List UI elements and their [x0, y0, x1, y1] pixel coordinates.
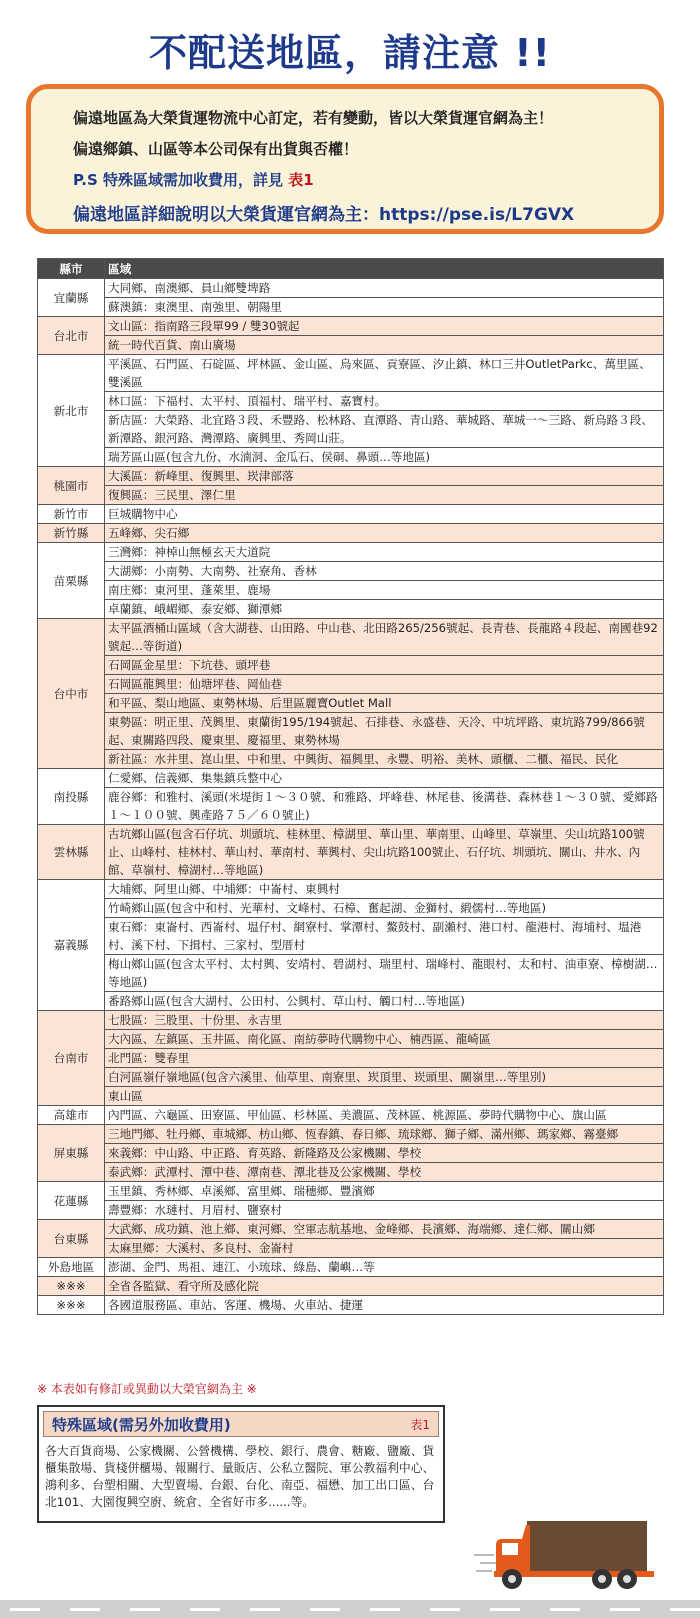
table-row [38, 713, 664, 750]
table-row [38, 694, 664, 713]
header-area: 區域 [105, 259, 664, 279]
area-cell: 梅山鄉山區(包含太平村、太村興、安靖村、碧湖村、瑞里村、瑞峰村、龍眼村、太和村、油車寮、樟樹湖…等地區) [105, 955, 664, 992]
area-cell: 南庄鄉：東河里、蓬萊里、鹿場 [105, 581, 664, 600]
table-row [38, 1068, 664, 1087]
table-row [38, 562, 664, 581]
table-row [38, 825, 664, 880]
city-cell: 新北市 [38, 355, 105, 467]
table-row [38, 880, 664, 899]
footnote: ※ 本表如有修訂或異動以大榮官網為主 ※ [37, 1382, 257, 1396]
area-cell: 大武鄉、成功鎮、池上鄉、東河鄉、空軍志航基地、金峰鄉、長濱鄉、海端鄉、達仁鄉、關山鄉 [105, 1220, 664, 1239]
area-cell: 太平區酒桶山區域（含大湖巷、山田路、中山巷、北田路265/256號起、長青巷、長龍路４段起、南國巷92號起…等街道) [105, 619, 664, 656]
table-row [38, 1049, 664, 1068]
area-cell: 石岡區龍興里：仙塘坪巷、岡仙巷 [105, 675, 664, 694]
notice-ps [73, 165, 641, 196]
area-cell: 內門區、六龜區、田寮區、甲仙區、杉林區、美濃區、茂林區、桃源區、夢時代購物中心、旗山區 [105, 1106, 664, 1125]
table-row [38, 505, 664, 524]
area-cell: 卓蘭鎮、峨嵋鄉、泰安鄉、獅潭鄉 [105, 600, 664, 619]
city-cell: ※※※ [38, 1296, 105, 1315]
table-row [38, 543, 664, 562]
area-cell: 統一時代百貨、南山廣場 [105, 336, 664, 355]
area-cell: 七股區：三股里、十份里、永吉里 [105, 1011, 664, 1030]
area-cell: 五峰鄉、尖石鄉 [105, 524, 664, 543]
area-cell: 澎湖、金門、馬祖、連江、小琉球、綠島、蘭嶼…等 [105, 1258, 664, 1277]
city-cell: 新竹縣 [38, 524, 105, 543]
city-cell: 屏東縣 [38, 1125, 105, 1182]
table-row [38, 486, 664, 505]
notice-line-1: 偏遠地區為大榮貨運物流中心訂定，若有變動，皆以大榮貨運官網為主！ [73, 109, 554, 127]
area-cell: 三灣鄉：神棹山無極玄天大道院 [105, 543, 664, 562]
table-row [38, 769, 664, 788]
table-row [38, 317, 664, 336]
notice-ps-ref: 表1 [288, 171, 314, 189]
table-row [38, 467, 664, 486]
area-cell: 壽豐鄉：水璉村、月眉村、鹽寮村 [105, 1201, 664, 1220]
area-cell: 各國道服務區、車站、客運、機場、火車站、捷運 [105, 1296, 664, 1315]
area-cell: 東石鄉：東崙村、西崙村、塭仔村、網寮村、掌潭村、鰲鼓村、副瀨村、港口村、龍港村、海埔村、塭港村、溪下村、下揖村、三家村、型厝村 [105, 918, 664, 955]
table-row [38, 581, 664, 600]
area-cell: 新社區：水井里、崑山里、中和里、中興街、福興里、永豐、明裕、美林、頭櫃、二櫃、福民、民化 [105, 750, 664, 769]
city-cell: ※※※ [38, 1277, 105, 1296]
area-cell: 仁愛鄉、信義鄉、集集鎮兵整中心 [105, 769, 664, 788]
area-cell: 大溪區：新峰里、復興里、崁津部落 [105, 467, 664, 486]
area-cell: 林口區：下福村、太平村、頂福村、瑞平村、嘉寶村。 [105, 392, 664, 411]
city-cell: 高雄市 [38, 1106, 105, 1125]
table-row [38, 1258, 664, 1277]
special-header [43, 1411, 439, 1437]
table-row [38, 524, 664, 543]
truck-icon [472, 1515, 662, 1595]
city-cell: 嘉義縣 [38, 880, 105, 1011]
area-cell: 玉里鎮、秀林鄉、卓溪鄉、富里鄉、瑞穗鄉、豐濱鄉 [105, 1182, 664, 1201]
table-row [38, 992, 664, 1011]
city-cell: 苗栗縣 [38, 543, 105, 619]
notice-line-2: 偏遠鄉鎮、山區等本公司保有出貨與否權！ [73, 140, 359, 158]
area-cell: 東山區 [105, 1087, 664, 1106]
area-cell: 石岡區金星里：下坑巷、頭坪巷 [105, 656, 664, 675]
table-row [38, 336, 664, 355]
area-cell: 全省各監獄、看守所及感化院 [105, 1277, 664, 1296]
area-cell: 北門區：雙春里 [105, 1049, 664, 1068]
table-row [38, 788, 664, 825]
city-cell: 台東縣 [38, 1220, 105, 1258]
table-row [38, 1087, 664, 1106]
page-title: 不配送地區，請注意 !! [149, 31, 551, 75]
table-row [38, 1030, 664, 1049]
table-row [38, 1182, 664, 1201]
city-cell: 南投縣 [38, 769, 105, 825]
table-row [38, 1125, 664, 1144]
area-cell: 巨城購物中心 [105, 505, 664, 524]
remote-areas-table [37, 258, 664, 1315]
area-cell: 番路鄉山區(包含大湖村、公田村、公興村、草山村、觸口村…等地區) [105, 992, 664, 1011]
city-cell: 外島地區 [38, 1258, 105, 1277]
table-row [38, 355, 664, 392]
table-body [38, 279, 664, 1315]
special-tag: 表1 [410, 1417, 430, 1432]
header-city: 縣市 [38, 259, 105, 279]
area-cell: 復興區：三民里、澤仁里 [105, 486, 664, 505]
table-row [38, 298, 664, 317]
city-cell: 台北市 [38, 317, 105, 355]
table-row [38, 1201, 664, 1220]
table-row [38, 411, 664, 448]
table-row [38, 918, 664, 955]
table-row [38, 392, 664, 411]
table-row [38, 1239, 664, 1258]
area-cell: 太麻里鄉：大溪村、多良村、金崙村 [105, 1239, 664, 1258]
table-row [38, 1011, 664, 1030]
area-cell: 大湖鄉：小南勢、大南勢、社寮角、香林 [105, 562, 664, 581]
area-cell: 大同鄉、南澳鄉、員山鄉雙埤路 [105, 279, 664, 298]
table-row [38, 1163, 664, 1182]
table-row [38, 600, 664, 619]
table-row [38, 1277, 664, 1296]
area-cell: 和平區、梨山地區、東勢林場、后里區麗寶Outlet Mall [105, 694, 664, 713]
table-row [38, 448, 664, 467]
city-cell: 雲林縣 [38, 825, 105, 880]
city-cell: 宜蘭縣 [38, 279, 105, 317]
city-cell: 新竹市 [38, 505, 105, 524]
area-cell: 竹崎鄉山區(包含中和村、光華村、文峰村、石樟、奮起湖、金獅村、緞儒村…等地區) [105, 899, 664, 918]
table-row [38, 279, 664, 298]
special-areas-box [37, 1405, 445, 1523]
table-row [38, 1106, 664, 1125]
notice-website: 偏遠地區詳細說明以大榮貨運官網為主：https://pse.is/L7GVX [73, 205, 575, 225]
area-cell: 新店區：大榮路、北宜路３段、禾豐路、松林路、直潭路、青山路、華城路、華城一～三路、新烏路３段、新潭路、銀河路、灣潭路、廣興里、秀岡山莊。 [105, 411, 664, 448]
table-row [38, 750, 664, 769]
area-cell: 蘇澳鎮：東澳里、南強里、朝陽里 [105, 298, 664, 317]
area-cell: 三地門鄉、牡丹鄉、車城鄉、枋山鄉、恆春鎮、春日鄉、琉球鄉、獅子鄉、滿州鄉、瑪家鄉、霧臺鄉 [105, 1125, 664, 1144]
city-cell: 花蓮縣 [38, 1182, 105, 1220]
area-cell: 鹿谷鄉：和雅村、溪頭(米堤街１～３０號、和雅路、坪峰巷、林尾巷、後溝巷、森林巷１～３０號、愛鄉路１～１００號、興產路７５／６０號止) [105, 788, 664, 825]
area-cell: 來義鄉：中山路、中正路、育英路、新隆路及公家機關、學校 [105, 1144, 664, 1163]
area-cell: 大內區、左鎮區、玉井區、南化區、南紡夢時代購物中心、楠西區、龍崎區 [105, 1030, 664, 1049]
table-row [38, 619, 664, 656]
notice-ps-text: P.S 特殊區域需加收費用，詳見 [73, 171, 283, 189]
area-cell: 泰武鄉：武潭村、潭中巷、潭南巷、潭北巷及公家機關、學校 [105, 1163, 664, 1182]
table-row [38, 1220, 664, 1239]
table-row [38, 656, 664, 675]
table-row [38, 1144, 664, 1163]
area-cell: 文山區：指南路三段單99 / 雙30號起 [105, 317, 664, 336]
area-cell: 瑞芳區山區(包含九份、水湳洞、金瓜石、侯硐、鼻頭…等地區) [105, 448, 664, 467]
area-cell: 古坑鄉山區(包含石仔坑、圳頭坑、桂林里、樟湖里、華山里、華南里、山峰里、草嶺里、尖山坑路100號止、山峰村、桂林村、華山村、華南村、華興村、尖山坑路100號止、石仔坑、圳頭坑、關山、井水、內館、草嶺村、樟湖村…等地區) [105, 825, 664, 880]
special-body: 各大百貨商場、公家機關、公營機構、學校、銀行、農會、糖廠、鹽廠、貨櫃集散場、貨棧併櫃場、報關行、量販店、公私立醫院、軍公教福利中心、鴻利多、台塑相關、大型賣場、台銀、台化、南亞、福懋、加工出口區、台北101、大園復興空廚、統倉、全省好市多......等。 [45, 1444, 435, 1509]
table-header-row [38, 259, 664, 279]
city-cell: 台南市 [38, 1011, 105, 1106]
area-cell: 大埔鄉、阿里山鄉、中埔鄉：中崙村、東興村 [105, 880, 664, 899]
road-icon [0, 1600, 700, 1618]
table-row [38, 1296, 664, 1315]
area-cell: 平溪區、石門區、石碇區、坪林區、金山區、烏來區、貢寮區、汐止鎮、林口三井OutletParkc、萬里區、雙溪區 [105, 355, 664, 392]
city-cell: 台中市 [38, 619, 105, 769]
table-row [38, 955, 664, 992]
table-row [38, 675, 664, 694]
notice-box [26, 84, 664, 234]
special-title: 特殊區域(需另外加收費用) [52, 1415, 231, 1434]
table-row [38, 899, 664, 918]
area-cell: 白河區嶺仔嶺地區(包含六溪里、仙草里、南寮里、崁頂里、崁頭里、關嶺里…等里別) [105, 1068, 664, 1087]
area-cell: 東勢區：明正里、茂興里、東蘭街195/194號起、石排巷、永盛巷、天冷、中坑坪路、東坑路799/866號起、東關路四段、慶東里、慶福里、東勢林場 [105, 713, 664, 750]
city-cell: 桃園市 [38, 467, 105, 505]
